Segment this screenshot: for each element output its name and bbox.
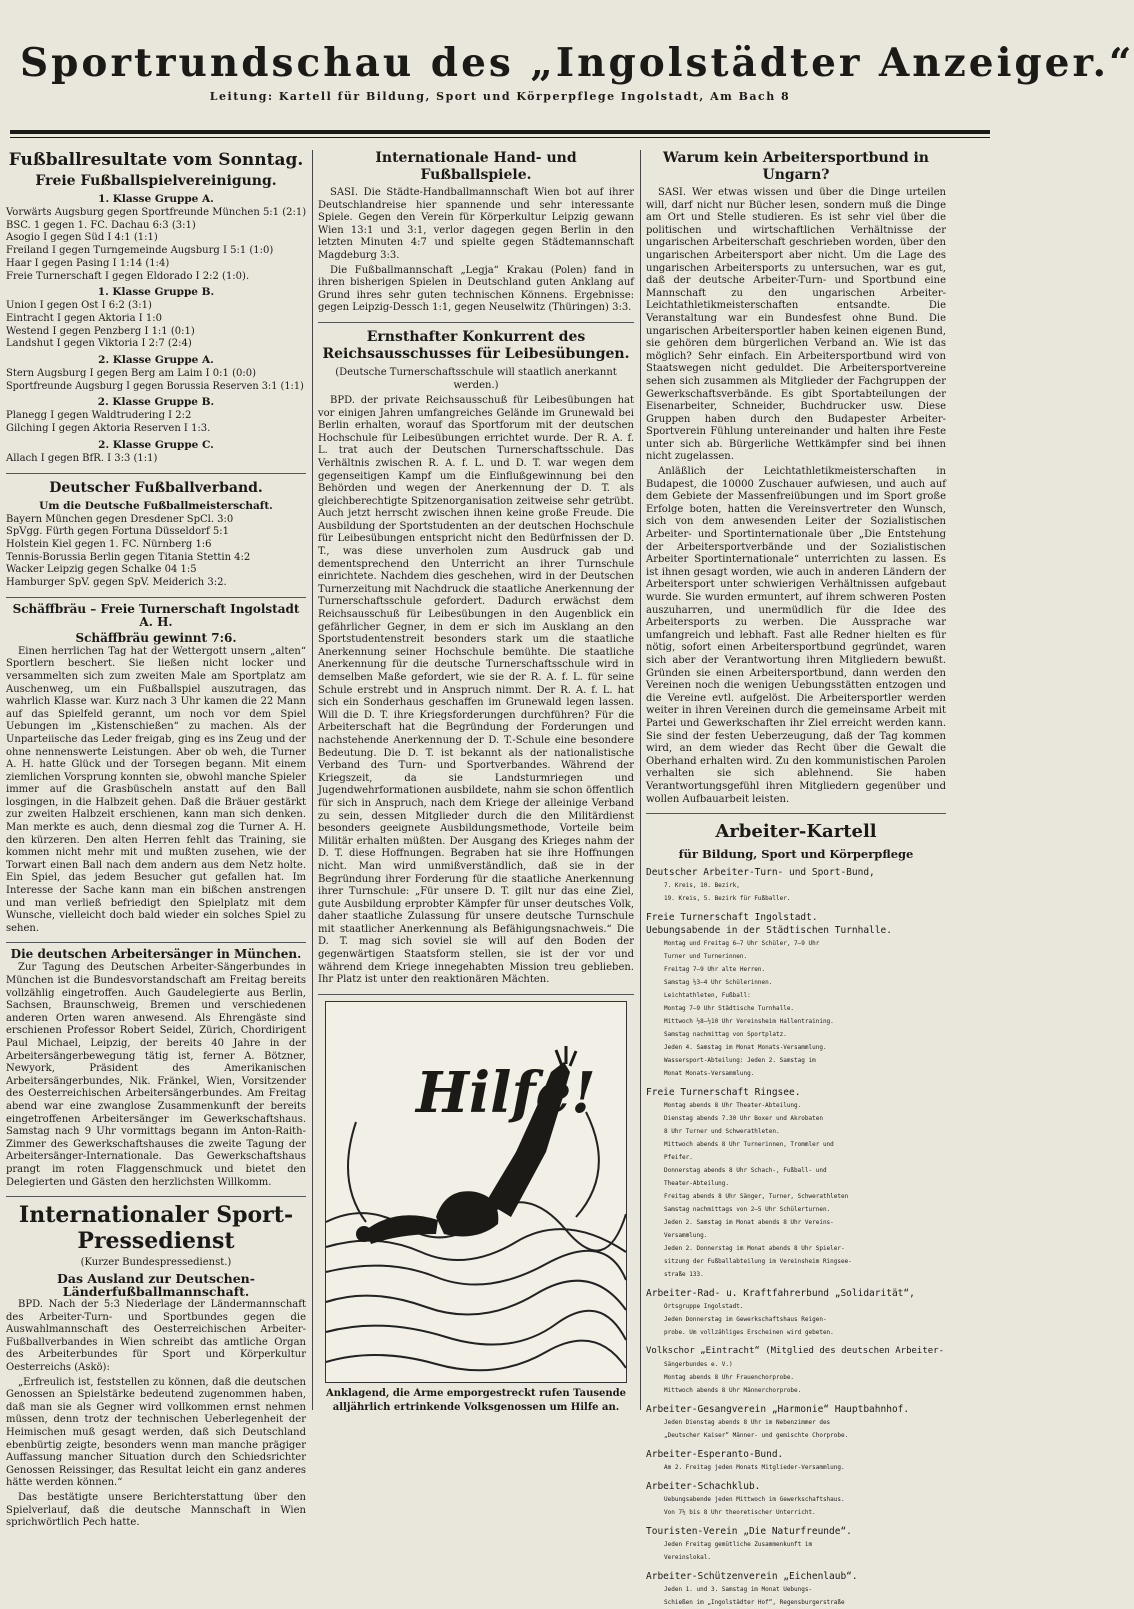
schedule-line: Uebungsabende in der Städtischen Turnhalle. xyxy=(646,925,892,937)
schedule-line: Montag abends 8 Uhr Theater-Abteilung. xyxy=(664,1102,802,1110)
presse-paragraph: Das bestätigte unsere Berichterstattung über den Spielverlauf, daß die deutsche Mannschaft in Wien sprichwörtlich Pech hatte. xyxy=(6,1492,306,1529)
match-title: Schäffbräu – Freie Turnerschaft Ingolstadt A. H. xyxy=(12,601,300,629)
schedule-line: Deutscher Arbeiter-Turn- und Sport-Bund, xyxy=(646,867,875,879)
result-line: Freie Turnerschaft I gegen Eldorado I 2:2 (1:0). xyxy=(6,270,250,282)
results-group-heading: 1. Klasse Gruppe A. xyxy=(98,193,214,205)
result-line: Sportfreunde Augsburg I gegen Borussia Reserven 3:1 (1:1) xyxy=(6,380,304,392)
section-divider xyxy=(6,1196,306,1197)
results-group-heading: 1. Klasse Gruppe B. xyxy=(97,286,215,299)
result-line: Allach I gegen BfR. I 3:3 (1:1) xyxy=(6,452,158,464)
dfb-results xyxy=(6,514,306,590)
schedule-line: Arbeiter-Schützenverein „Eichenlaub“. xyxy=(646,1571,858,1583)
column-divider-1 xyxy=(312,150,313,1410)
konkurrent-title: Ernsthafter Konkurrent des Reichsausschusses für Leibesübungen. xyxy=(322,328,630,362)
intl-title: Internationale Hand- und Fußballspiele. xyxy=(375,150,577,183)
schedule-line: Montag abends 8 Uhr Frauenchorprobe. xyxy=(664,1374,795,1382)
kartell-title: Arbeiter-Kartell xyxy=(715,821,877,843)
dfb-result-line: Holstein Kiel gegen 1. FC. Nürnberg 1:6 xyxy=(6,538,212,550)
ungarn-paragraph: Anläßlich der Leichtathletikmeisterschaften in Budapest, die 10000 Zuschauer aufwiesen, und auch auf dem Gebiete der Massenfreiübungen und im Sport große Erfolge boten, hatten die Vereinsvertreter den Wunsch, sich von dem anwesenden Leiter der Sozialistischen Arbeiter- und Sportinternationale über „Die Entstehung der Arbeitersportverbände und der Sozialistischen Arbeiter Sportinternationale“ unterrichten zu lassen. Es ist ihnen gesagt worden, wie auch in anderen Ländern der Arbeitersport unter schwierigen Verhältnissen aufgebaut wurde. Sie wurden ermuntert, auf ihrem schweren Posten auszuharren, und unermüdlich für die Idee des Arbeitersports zu werben. Die Aussprache war umfangreich und lebhaft. Fast alle Redner hielten es für nötig, sofort einen Arbeitersportbund gegründet, waren sich aber der Verantwortung ihren Mitgliedern bewußt. Gründen sie einen Arbeitersportbund, dann werden den Vereinen noch die wenigen Uebungsstätten entzogen und die Vereine evtl. aufgelöst. Die Arbeitersportler werden weiter in ihren Vereinen durch die gemeinsame Arbeit mit Partei und Gewerkschaften ihr Ziel erreicht werden kann. Sie sind der festen Ueberzeugung, daß der Tag kommen wird, an dem wieder das Recht über die Gewalt die Oberhand erhalten wird. Zu den kommunistischen Parolen verhalten sie sich ablehnend. Sie haben Verantwortungsgefühl ihren Mitgliedern gegenüber und wollen Aufbauarbeit leisten. xyxy=(646,466,946,805)
schedule-line: Arbeiter-Esperanto-Bund. xyxy=(646,1449,784,1461)
match-paragraph: Einen herrlichen Tag hat der Wettergott unsern „alten“ Sportlern beschert. Sie ließen nicht locker und versammelten sich zum zweiten Male am Sportplatz am Auschenweg, um ein Fußballspiel auszutragen, das wahrlich Klasse war. Kurz nach 3 Uhr kamen die 22 Mann auf das Spielfeld gerannt, um noch vor dem Spiel Uebungen im „Kistenschießen“ zu machen. Als der Unparteiische das Leder freigab, ging es ins Zeug und der ohne nennenswerte Leistungen. Aber ob weh, die Turner A. H. hatte Glück und der Torsegen begann. Mit einem ziemlichen Vorsprung konnten sie, obwohl manche Spieler immer auf die Grasbüscheln anstatt auf den Ball losgingen, in die Halbzeit gehen. Daß die Bräuer gestärkt zur zweiten Halbzeit erschienen, kann man sich denken. Man merkte es auch, denn diesmal zog die Turner A. H. den kürzeren. Den alten Herren fehlt das Training, sie kommen nicht mehr mit und mußten zusehen, wie der Torwart einen Ball nach dem andern aus dem Netz holte. Ein Spiel, das jedem Besucher gut gefallen hat. Im Interesse der Sache kann man ein bißchen anstrengen und man verließ befriedigt den Spielplatz mit dem Wunsche, vielleicht doch bald wieder ein solches Spiel zu sehen. xyxy=(6,645,306,934)
intl-paragraph: Die Fußballmannschaft „Legja“ Krakau (Polen) fand in ihren bisherigen Spielen in Deutschland guten Anklang auf Grund ihres sehr guten technischen Könnens. Ergebnisse: gegen Leipzig-Dessch 1:1, gegen Neuselwitz (Thüringen) 3:3. xyxy=(318,264,634,314)
ungarn-paragraph: SASI. Wer etwas wissen und über die Dinge urteilen will, darf nicht nur Bücher lesen, sondern muß die Dinge am Ort und Stelle studieren. Es ist sehr viel über die politischen und wirtschaftlichen Verhältnisse der ungarischen Arbeiterschaft geschrieben worden, über den ungarischen Arbeitersport aber nicht. Um die Lage des ungarischen Arbeitersports zu untersuchen, war es gut, daß der deutsche Arbeiter-Turn- und Sportbund eine Mannschaft zu den ungarischen Arbeiter-Leichtathletikmeisterschaften entsandte. Die Veranstaltung war ein Bundesfest ohne Bund. Die ungarischen Arbeitersportler haben keinen eigenen Bund, sie gehören dem bürgerlichen Verband an. Wie ist das möglich? Sehr einfach. Ein Arbeitersportbund wird von Staatswegen nicht geduldet. Die Arbeitersportvereine sehen sich zusammen als Mitglieder der Fachgruppen der Gewerkschaftsverbände. Es gibt Sportabteilungen der Eisenarbeiter, Schneider, Buchdrucker usw. Diese Gruppen haben durch den Budapester Arbeiter-Sportverein Fühlung untereinander und halten ihre Feste unter sich ab. Bürgerliche Wettkämpfer sind bei ihnen nicht zugelassen. xyxy=(646,187,946,463)
schedule-line: Versammlung. xyxy=(664,1232,708,1240)
intl-paragraph: SASI. Die Städte-Handballmannschaft Wien bot auf ihrer Deutschlandreise hier spannende und sehr interessante Spiele. Gegen den Verein für Körperkultur Leipzig gewann Wien 13:1 und 3:1, verlor dagegen gegen Berlin in den letzten Minuten 4:7 und spielte gegen Städtemannschaft Magdeburg 3:3. xyxy=(318,187,634,261)
result-line: BSC. 1 gegen 1. FC. Dachau 6:3 (3:1) xyxy=(6,219,196,231)
section-divider xyxy=(318,322,634,323)
schedule-line: Arbeiter-Gesangverein „Harmonie“ Hauptbahnhof. xyxy=(646,1404,910,1416)
presse-paragraph: „Erfreulich ist, feststellen zu können, daß die deutschen Genossen an Spielstärke bedeutend zugenommen haben, daß man sie als Gegner wird vollkommen ernst nehmen müssen, denn trotz der technischen Ueberlegenheit der Heimischen muß gesagt werden, daß sich Deutschland ebenbürtig zeigte, besonders wenn man manche prägiger Auffassung mancher Situation durch den Schiedsrichter Genossen Reissinger, das Resultat leicht ein ganz anderes hätte werden können.“ xyxy=(6,1376,306,1489)
konkurrent-subtitle: (Deutsche Turnerschaftsschule will staatlich anerkannt werden.) xyxy=(335,366,617,391)
schedule-line: Samstag ½3–4 Uhr Schülerinnen. xyxy=(664,979,773,987)
result-line: Haar I gegen Pasing I 1:14 (1:4) xyxy=(6,257,170,269)
masthead xyxy=(20,40,1134,103)
schedule-line: Arbeiter-Schachklub. xyxy=(646,1481,761,1493)
schedule-line: Theater-Abteilung. xyxy=(664,1180,730,1188)
schedule-line: Uebungsabende jeden Mittwoch im Gewerkschaftshaus. xyxy=(664,1496,845,1504)
schedule-line: Freie Turnerschaft Ringsee. xyxy=(646,1087,801,1099)
results-group-heading: 2. Klasse Gruppe C. xyxy=(98,438,214,451)
dfb-result-line: Wacker Leipzig gegen Schalke 04 1:5 xyxy=(6,564,197,576)
schedule-line: Jeden 1. und 3. Samstag im Monat Uebungs- xyxy=(664,1586,813,1594)
schedule-line: probe. Um vollzähliges Erscheinen wird gebeten. xyxy=(664,1329,834,1337)
dfb-title: Deutscher Fußballverband. xyxy=(49,479,263,496)
dfb-result-line: SpVgg. Fürth gegen Fortuna Düsseldorf 5:1 xyxy=(6,526,229,538)
kartell-schedule xyxy=(646,866,946,1609)
dfb-result-line: Bayern München gegen Dresdener SpCl. 3:0 xyxy=(6,513,234,525)
section-divider xyxy=(6,597,306,598)
result-line: Planegg I gegen Waldtrudering I 2:2 xyxy=(6,410,192,422)
masthead-rule-thin xyxy=(10,137,990,138)
schedule-line: Vereinslokal. xyxy=(664,1554,711,1562)
schedule-line: Leichtathleten, Fußball: xyxy=(664,992,751,1000)
result-line: Vorwärts Augsburg gegen Sportfreunde München 5:1 (2:1) xyxy=(6,207,307,218)
illustration-word: Hilfe! xyxy=(416,1059,596,1126)
masthead-title: Sportrundschau des „Ingolstädter Anzeiger.“ xyxy=(20,40,1134,86)
schedule-line: 19. Kreis, 5. Bezirk für Fußballer. xyxy=(664,895,791,903)
presse-headline: Das Ausland zur Deutschen-Länderfußballmannschaft. xyxy=(57,1271,255,1300)
dfb-subtitle: Um die Deutsche Fußballmeisterschaft. xyxy=(39,499,273,512)
results-groups xyxy=(6,193,306,466)
result-line: Asogio I gegen Süd I 4:1 (1:1) xyxy=(6,232,158,244)
section-divider xyxy=(318,994,634,995)
schedule-line: 7. Kreis, 10. Bezirk, xyxy=(664,882,740,890)
schedule-line: Touristen-Verein „Die Naturfreunde“. xyxy=(646,1526,852,1538)
schedule-line: Jeden 4. Samstag im Monat Monats-Versammlung. xyxy=(664,1044,827,1052)
presse-paragraph: BPD. Nach der 5:3 Niederlage der Ländermannschaft des Arbeiter-Turn- und Sportbundes gegen die Auswahlmannschaft des Oesterreichischen Arbeiter-Fußballverbandes in Wien schreibt das amtliche Organ des Arbeiterbundes für Sport und Körperkultur Oesterreichs (Askö): xyxy=(6,1299,306,1374)
schedule-line: Jeden 2. Donnerstag im Monat abends 8 Uhr Spieler- xyxy=(664,1245,845,1253)
masthead-rule-thick xyxy=(10,130,990,134)
schedule-line: Wassersport-Abteilung: Jeden 2. Samstag im xyxy=(664,1057,816,1065)
schedule-line: Ortsgruppe Ingolstadt. xyxy=(664,1303,744,1311)
schedule-line: Jeden Donnerstag im Gewerkschaftshaus Reigen- xyxy=(664,1316,827,1324)
result-line: Landshut I gegen Viktoria I 2:7 (2:4) xyxy=(6,338,192,350)
kartell-subtitle: für Bildung, Sport und Körperpflege xyxy=(678,847,914,862)
result-line: Freiland I gegen Turngemeinde Augsburg I 5:1 (1:0) xyxy=(6,245,274,257)
results-group-heading: 2. Klasse Gruppe A. xyxy=(98,354,214,367)
schedule-line: Jeden Dienstag abends 8 Uhr im Nebenzimmer des xyxy=(664,1419,831,1427)
result-line: Westend I gegen Penzberg I 1:1 (0:1) xyxy=(6,325,195,337)
schedule-line: Jeden Freitag gemütliche Zusammenkunft im xyxy=(664,1541,813,1549)
schedule-line: Freitag 7–9 Uhr alte Herren. xyxy=(664,966,766,974)
dfb-result-line: Hamburger SpV. gegen SpV. Meiderich 3:2. xyxy=(6,577,227,589)
singers-title: Die deutschen Arbeitersänger in München. xyxy=(10,947,302,962)
match-subtitle: Schäffbräu gewinnt 7:6. xyxy=(75,630,237,645)
results-group-heading: 2. Klasse Gruppe B. xyxy=(97,396,215,409)
schedule-line: sitzung der Fußballabteilung im Vereinsheim Ringsee- xyxy=(664,1258,852,1266)
schedule-line: Mittwoch abends 8 Uhr Männerchorprobe. xyxy=(664,1387,802,1395)
konkurrent-paragraph: BPD. der private Reichsausschuß für Leibesübungen hat vor einigen Jahren umfangreiches Gelände im Grunewald bei Berlin erhalten, worauf das Sportforum mit der deutschen Hochschule für Leibesübungen errichtet wurde. Der R. A. f. L. trat auch der Deutschen Turnerschaftsschule. Das Verhältnis zwischen R. A. f. L. und D. T. war wegen dem gegenseitigen Kampf um die Einflußgewinnung bei den Behörden und wegen der Anerkennung der D. T. als gleichberechtigte Spitzenorganisation zeitweise sehr getrübt. Auch jetzt herrscht zwischen ihnen keine große Freude. Die Ausbildung der Sportstudenten an der deutschen Hochschule für Leibesübungen entspricht nicht den Bedürfnissen der D. T., was diese unverholen zum Ausdruck gab und dementsprechend den Unterricht an ihrer Turnschule einrichtete. Nachdem dies geschehen, wird in der Deutschen Turnerzeitung mit Nachdruck die staatliche Anerkennung der Turnerschaftsschule gefordert. Dadurch erwächst dem Reichsausschuß für Leibesübungen in den Augenblick ein gefährlicher Gegner, in dem er sich im Ausklang an den Sportstudentenstreit besonders stark um die staatliche Anerkennung seiner Hochschule bemühte. Die staatliche Anerkennung für die deutsche Turnerschaftsschule wird in demselben Maße gefordert, wie sie der R. A. f. L. für seine Schule erstrebt und in Anspruch nimmt. Der R. A. f. L. hat sich ein Sonderhaus geschaffen im Grunewald legen lassen. Will die D. T. ihre Kriegsforderungen durchführen? Für die Arbeiterschaft hat die Begründung der Forderungen und nachstehende Anerkennung der D. T.-Schule eine besondere Bedeutung. Die D. T. ist bekannt als der nationalistische Verband des Turn- und Sportverbandes. Während der Kriegszeit, da sie Landsturmriegen und Jugendwehrformationen ausbildete, nahm sie schon öffentlich für sich in Anspruch, nach dem Kriege der alleinige Verband zu sein, dessen Mitglieder durch die den Militärdienst besonders geeignete Ausbildungsmethode, Vorteile beim Militär erhalten müßten. Der Ausgang des Krieges nahm der D. T. diese Hoffnungen. Begraben hat sie ihre Hoffnungen nicht. Man wird unmißverständlich, daß sie in der Begründung ihrer Forderung für die staatliche Anerkennung ihrer Turnschule: „Für unsere D. T. gilt nur das eine Ziel, gute Ausbildung erprobter Kämpfer für unser deutsches Volk, daher staatliche Zulassung für unsere deutsche Turnschule mit staatlicher Anerkennung als Befähigungsnachweis.“ Die D. T. mag sich soviel sie will auf den Boden der gegenwärtigen Staatsform stellen, sie ist der vor und während dem Kriege innegehabten Mission treu geblieben. Ihr Platz ist unter den reaktionären Mächten. xyxy=(318,394,634,986)
schedule-line: Turner und Turnerinnen. xyxy=(664,953,748,961)
section-divider xyxy=(6,473,306,474)
section-divider xyxy=(646,813,946,814)
results-title: Fußballresultate vom Sonntag. xyxy=(8,150,304,170)
schedule-line: Mittwoch abends 8 Uhr Turnerinnen, Trommler und xyxy=(664,1141,834,1149)
section-divider xyxy=(6,942,306,943)
ungarn-title: Warum kein Arbeitersportbund in Ungarn? xyxy=(663,150,929,183)
schedule-line: Arbeiter-Rad- u. Kraftfahrerbund „Solidarität“, xyxy=(646,1288,915,1300)
schedule-line: Donnerstag abends 8 Uhr Schach-, Fußball- und xyxy=(664,1167,827,1175)
results-org: Freie Fußballspielvereinigung. xyxy=(35,173,277,189)
schedule-line: Am 2. Freitag jeden Monats Mitglieder-Versammlung. xyxy=(664,1464,845,1472)
schedule-line: Jeden 2. Samstag im Monat abends 8 Uhr Vereins- xyxy=(664,1219,834,1227)
schedule-line: Monat Monats-Versammlung. xyxy=(664,1070,755,1078)
column-1 xyxy=(6,148,307,1529)
schedule-line: Freie Turnerschaft Ingolstadt. xyxy=(646,912,818,924)
result-line: Gilching I gegen Aktoria Reserven I 1:3. xyxy=(6,423,211,435)
schedule-line: Sängerbundes e. V.) xyxy=(664,1361,733,1369)
schedule-line: Mittwoch ½8–½10 Uhr Vereinsheim Hallentraining. xyxy=(664,1018,834,1026)
result-line: Eintracht I gegen Aktoria I 1:0 xyxy=(6,312,162,324)
result-line: Stern Augsburg I gegen Berg am Laim I 0:1 (0:0) xyxy=(6,368,256,380)
presse-subtitle: (Kurzer Bundespressedienst.) xyxy=(80,1257,232,1269)
dfb-result-line: Tennis-Borussia Berlin gegen Titania Stettin 4:2 xyxy=(6,551,251,563)
drowning-man-illustration xyxy=(325,1001,627,1383)
schedule-line: Montag 7–9 Uhr Städtische Turnhalle. xyxy=(664,1005,795,1013)
schedule-line: Dienstag abends 7.30 Uhr Boxer und Akrobaten xyxy=(664,1115,823,1123)
schedule-line: Pfeifer. xyxy=(664,1154,693,1162)
schedule-line: Samstag nachmittag von Sportplatz. xyxy=(664,1031,787,1039)
illustration-caption: Anklagend, die Arme emporgestreckt rufen Tausende alljährlich ertrinkende Volksgenossen um Hilfe an. xyxy=(326,1387,626,1413)
singers-paragraph: Zur Tagung des Deutschen Arbeiter-Sängerbundes in München ist die Bundesvorstandschaft am Freitag bereits vollzählig eingetroffen. Auch Gaudelegierte aus Berlin, Sachsen, Braunschweig, Bremen und verschiedenen anderen Orten waren anwesend. Als Ehrengäste sind erschienen Professor Robert Seidel, Zürich, Chordirigent Paul Michael, Leipzig, der bereits 40 Jahre in der Arbeitersängerbewegung tätig ist, ferner A. Bötzner, Newyork, Präsident des Amerikanischen Arbeitersängerbundes, Nik. Fränkel, Wien, Vorsitzender des Oesterreichischen Arbeitersängerbundes. Am Freitag abend war eine zwanglose Zusammenkunft der bereits eingetroffenen Arbeitersänger im Gewerkschaftshaus. Samstag nach 9 Uhr vormittags begann im Anton-Raith-Zimmer des Gewerkschaftshauses die zweite Tagung der Arbeitersänger-Internationale. Das Gewerkschaftshaus prangt im roten Flaggenschmuck und bietet den Delegierten und Gästen den herzlichsten Willkomm. xyxy=(6,962,306,1188)
schedule-line: Volkschor „Eintracht“ (Mitglied des deutschen Arbeiter- xyxy=(646,1346,945,1357)
schedule-line: „Deutscher Kaiser“ Männer- und gemischte Chorprobe. xyxy=(664,1432,849,1440)
masthead-subtitle: Leitung: Kartell für Bildung, Sport und Körperpflege Ingolstadt, Am Bach 8 xyxy=(209,90,791,103)
column-divider-2 xyxy=(640,150,641,1410)
schedule-line: Freitag abends 8 Uhr Sänger, Turner, Schwerathleten xyxy=(664,1193,849,1201)
schedule-line: Samstag nachmittags von 2–5 Uhr Schülerturnen. xyxy=(664,1206,831,1214)
result-line: Union I gegen Ost I 6:2 (3:1) xyxy=(6,300,152,312)
presse-title: Internationaler Sport-Pressedienst xyxy=(18,1202,294,1255)
schedule-line: straße 133. xyxy=(664,1271,704,1279)
schedule-line: Schießen im „Ingolstädter Hof“, Regensburgerstraße xyxy=(664,1599,845,1607)
column-2 xyxy=(318,148,634,1418)
schedule-line: Montag und Freitag 6–7 Uhr Schüler, 7–9 Uhr xyxy=(664,940,820,948)
schedule-line: Von 7½ bis 8 Uhr theoretischer Unterricht. xyxy=(664,1509,816,1517)
schedule-line: 8 Uhr Turner und Schwerathleten. xyxy=(664,1128,780,1136)
column-3 xyxy=(646,148,946,1607)
